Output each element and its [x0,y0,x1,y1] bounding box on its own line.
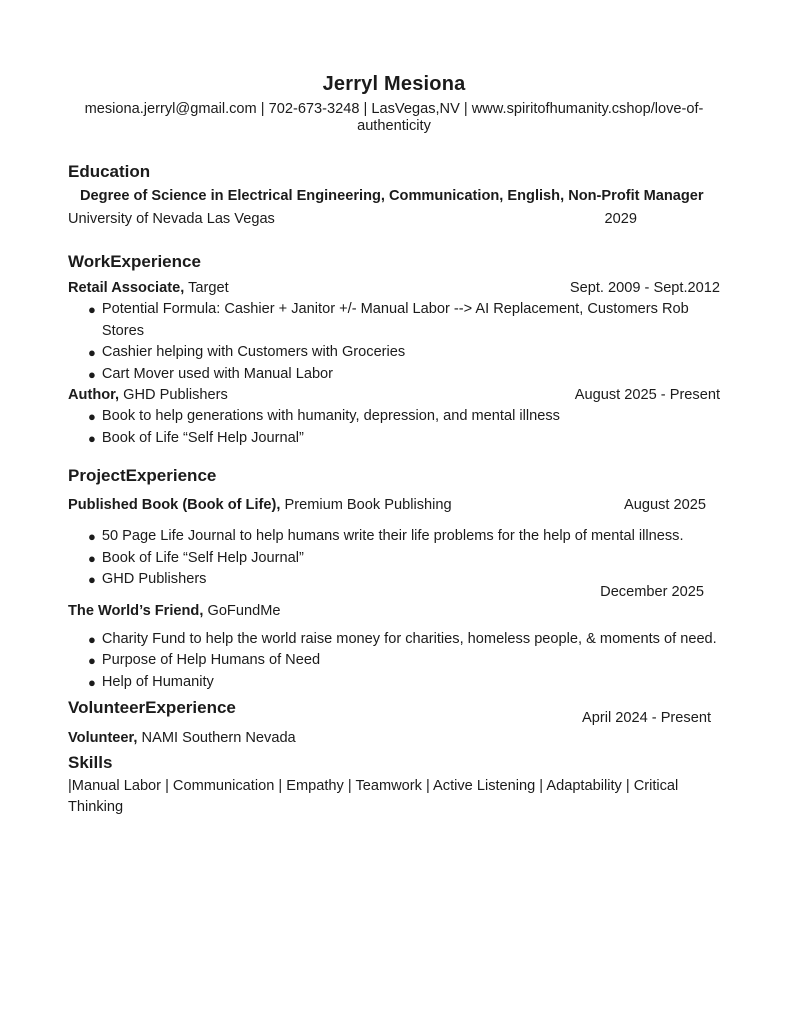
project-title-company [68,495,452,516]
section-heading-education: Education [68,162,151,181]
project-bullet [88,526,720,548]
project-title-company [68,601,280,622]
resume-name: Jerryl Mesiona [322,73,466,95]
job-company: Target [188,280,229,296]
education-school-row [68,209,720,230]
bullet-dot-icon: ● [88,631,96,647]
job-header-row [68,278,720,299]
contact-line: mesiona.jerryl@gmail.com | 702-673-3248 | LasVegas,NV | www.spiritofhumanity.cshop/love-of-authenticity [84,101,704,134]
volunteer-header-row [68,699,720,726]
spacer [68,516,720,526]
education-school: University of Nevada Las Vegas [68,211,275,227]
bullet-text: Book of Life “Self Help Journal” [101,549,304,566]
section-heading-work-experience: WorkExperience [68,252,201,271]
bullet-dot-icon: ● [88,653,96,668]
volunteer-dates: April 2024 - Present [582,710,711,726]
bullet-text: Charity Fund to help the world raise money for charities, homeless people, & moments of need. [101,630,717,647]
project-bullet [88,548,720,570]
job-title: Retail Associate, [68,280,185,296]
bullet-text: Book of Life “Self Help Journal” [101,429,304,446]
skills-list: |Manual Labor | Communication | Empathy | Teamwork | Active Listening | Adaptability | Critical Thinking [68,778,679,815]
project-header-row [68,601,720,622]
section-heading-skills: Skills [68,753,113,772]
education-date: 2029 [604,211,637,227]
project-header-row [68,495,720,516]
project-company: GoFundMe [207,602,281,619]
section-heading-project-experience: ProjectExperience [68,466,217,485]
volunteer-organization: NAMI Southern Nevada [141,730,296,746]
job-dates: August 2025 - Present [574,387,720,403]
bullet-text: Book to help generations with humanity, depression, and mental illness [101,408,560,424]
job-dates: Sept. 2009 - Sept.2012 [569,280,720,296]
project-bullet [88,629,720,651]
job-bullet [88,342,720,364]
job-bullet [88,364,720,386]
job-bullet [88,406,720,428]
bullet-dot-icon: ● [88,345,96,360]
job-title: Author, [68,387,120,403]
bullet-text: 50 Page Life Journal to help humans write their life problems for the help of mental illness. [101,528,684,544]
job-bullet [88,428,720,450]
project-company: Premium Book Publishing [284,497,452,513]
education-degree: Degree of Science in Electrical Engineering, Communication, English, Non-Profit Manager [80,188,704,204]
bullet-text: Help of Humanity [101,673,214,690]
bullet-dot-icon: ● [88,550,96,566]
project-dates: August 2025 [624,497,706,513]
section-heading-volunteer-experience: VolunteerExperience [68,698,236,717]
bullet-text: GHD Publishers [101,571,207,587]
spacer [68,622,720,629]
bullet-dot-icon: ● [88,572,96,587]
bullet-dot-icon: ● [88,409,96,424]
bullet-dot-icon: ● [88,674,96,690]
bullet-text: Potential Formula: Cashier + Janitor +/- Manual Labor --> AI Replacement, Customers Rob Stores [101,301,689,339]
volunteer-role-row [68,728,720,749]
volunteer-role: Volunteer, [68,730,138,746]
project-bullet [88,650,720,672]
bullet-dot-icon: ● [88,529,96,544]
job-title-company [68,385,228,406]
bullet-dot-icon: ● [88,366,96,382]
job-header-row [68,385,720,406]
project-title: The World’s Friend, [68,602,204,619]
project-dates: December 2025 [600,583,704,600]
project-title: Published Book (Book of Life), [68,497,281,513]
job-bullet [88,299,720,342]
volunteer-role-org [68,728,296,749]
bullet-dot-icon: ● [88,430,96,446]
bullet-text: Cashier helping with Customers with Groceries [101,344,406,360]
job-title-company [68,278,229,299]
bullet-dot-icon: ● [88,302,96,317]
project-bullet [88,672,720,694]
bullet-text: Purpose of Help Humans of Need [101,652,321,668]
bullet-text: Cart Mover used with Manual Labor [101,365,334,382]
job-company: GHD Publishers [123,387,228,403]
